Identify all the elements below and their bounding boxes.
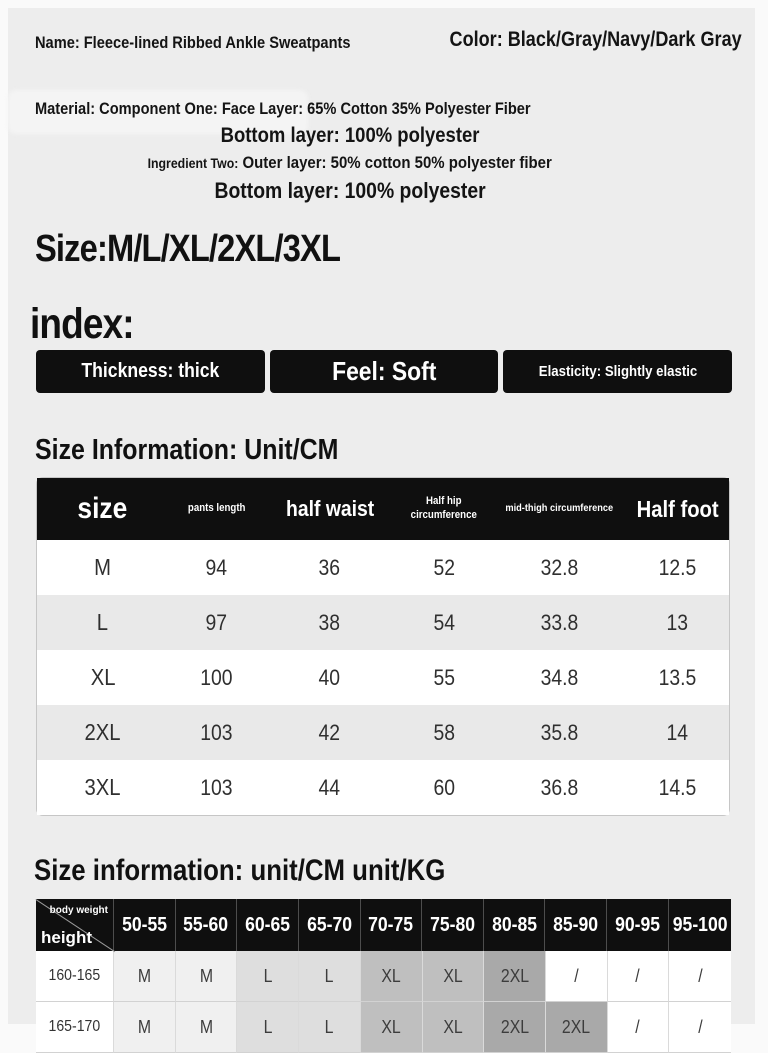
material-line-1 [35, 96, 700, 122]
weight-table-row [36, 951, 731, 1002]
material-line-3-label [148, 150, 552, 176]
material-info [0, 96, 700, 206]
size-table-cell-label: 97 [205, 609, 227, 635]
size-table-col-header-label: Half hip circumference [411, 495, 478, 521]
height-range-cell-label: 165-170 [48, 1018, 101, 1035]
size-table-cell [395, 540, 493, 595]
size-table-cell-label: 38 [318, 609, 341, 635]
weight-range-header [484, 899, 546, 951]
recommended-size-cell-label: L [263, 1016, 273, 1037]
size-table-cell-label: 35.8 [540, 719, 579, 745]
size-table-col-header-label: half waist [285, 496, 374, 522]
recommended-size-cell [484, 951, 546, 1002]
weight-table-heading-label: Size information: unit/CM unit/KG [34, 854, 446, 887]
size-options-heading [35, 228, 390, 271]
size-table-cell-label: 52 [433, 554, 455, 580]
size-table-cell-label: 58 [433, 719, 455, 745]
size-table-row [37, 760, 729, 815]
size-table-row [37, 595, 729, 650]
height-range-cell [36, 951, 114, 1002]
attribute-badges [36, 350, 732, 393]
weight-range-header [361, 899, 423, 951]
size-table-cell [626, 760, 729, 815]
weight-table-body [36, 951, 731, 1053]
recommended-size-cell-label: L [263, 965, 273, 986]
recommended-size-cell [484, 1002, 546, 1053]
size-table-col-header [395, 478, 493, 540]
recommended-size-cell-label: / [697, 1016, 703, 1037]
size-table-col-header-label: mid-thigh circumference [505, 502, 614, 515]
size-table-col-header [168, 478, 263, 540]
recommended-size-cell-label: 2XL [500, 965, 529, 986]
size-table-cell-label: 12.5 [658, 554, 697, 580]
weight-range-header [669, 899, 731, 951]
weight-range-header [607, 899, 669, 951]
size-table-cell-label: 44 [318, 774, 341, 800]
size-table-cell-label: 36.8 [540, 774, 579, 800]
size-table-col-header [493, 478, 626, 540]
material-line-4 [0, 176, 700, 206]
size-table-col-header-label: size [77, 492, 128, 526]
size-table-cell [264, 595, 395, 650]
size-table-col-header-label: Half foot [636, 495, 719, 522]
material-line-3-text: Outer layer: 50% cotton 50% polyester fiber [242, 153, 553, 172]
size-table-cell [395, 760, 493, 815]
size-table-cell [493, 705, 626, 760]
size-table-cell [395, 595, 493, 650]
weight-range-header-label: 50-55 [121, 913, 167, 936]
recommended-size-cell-label: / [635, 965, 641, 986]
size-table-cell [168, 705, 263, 760]
recommended-size-cell [361, 951, 423, 1002]
size-table-cell [168, 595, 263, 650]
size-table-cell [395, 705, 493, 760]
recommended-size-cell [669, 951, 731, 1002]
height-range-cell-label: 160-165 [48, 967, 101, 984]
size-table-cell-label: 13.5 [658, 664, 697, 690]
weight-range-header [422, 899, 484, 951]
recommended-size-cell-label: / [697, 965, 703, 986]
recommended-size-cell-label: XL [443, 1016, 463, 1037]
badge-thickness-label: Thickness: thick [81, 360, 220, 382]
size-table-cell [37, 650, 168, 705]
material-line-4-label: Bottom layer: 100% polyester [214, 178, 486, 203]
size-options-label: Size:M/L/XL/2XL/3XL [35, 228, 341, 270]
recommended-size-cell [608, 1002, 670, 1053]
recommended-size-cell-label: M [199, 965, 213, 986]
weight-range-header-label: 60-65 [245, 913, 291, 936]
recommended-size-cell [546, 951, 608, 1002]
size-table-cell [264, 760, 395, 815]
weight-range-header [237, 899, 299, 951]
recommended-size-cell [299, 951, 361, 1002]
recommended-size-cell-label: 2XL [562, 1016, 591, 1037]
recommended-size-cell-label: L [325, 1016, 334, 1037]
recommended-size-cell [237, 951, 299, 1002]
weight-range-header-label: 95-100 [672, 913, 728, 936]
recommended-size-cell [669, 1002, 731, 1053]
size-table-cell-label: 2XL [84, 719, 121, 745]
weight-range-header-label: 70-75 [368, 913, 414, 936]
weight-range-header-label: 85-90 [553, 913, 599, 936]
weight-range-header [114, 899, 176, 951]
size-table-cell-label: 14 [666, 719, 689, 745]
weight-range-header-label: 75-80 [429, 913, 475, 936]
size-table-cell-label: 40 [318, 664, 341, 690]
size-table-col-header-label: pants length [187, 502, 245, 515]
recommended-size-cell-label: M [137, 965, 151, 986]
size-table-cell [493, 540, 626, 595]
recommended-size-cell-label: M [199, 1016, 213, 1037]
weight-table-header-row [36, 899, 731, 951]
recommended-size-cell [176, 951, 238, 1002]
size-table-cell-label: 54 [433, 609, 455, 635]
size-table-cell [493, 650, 626, 705]
material-line-3 [0, 150, 700, 176]
size-table-cell-label: 32.8 [540, 554, 579, 580]
size-table-col-header [264, 478, 395, 540]
size-table-cell [626, 705, 729, 760]
recommended-size-cell-label: XL [381, 965, 401, 986]
size-table-cell-label: 13 [666, 609, 689, 635]
size-table-cell [493, 595, 626, 650]
size-table-body [37, 540, 729, 815]
size-table-cell [264, 540, 395, 595]
badge-elasticity [503, 350, 732, 393]
size-table-cell-label: XL [90, 664, 116, 690]
recommended-size-cell-label: XL [381, 1016, 401, 1037]
recommended-size-cell [114, 1002, 176, 1053]
material-line-1-label: Material: Component One: Face Layer: 65% Cotton 35% Polyester Fiber [35, 99, 531, 118]
recommended-size-cell [423, 951, 485, 1002]
size-table-heading-label: Size Information: Unit/CM [35, 434, 339, 466]
size-table-cell [37, 595, 168, 650]
size-table-row [37, 540, 729, 595]
index-heading-label: index: [30, 300, 134, 348]
weight-range-header [545, 899, 607, 951]
badge-feel-label: Feel: Soft [331, 356, 437, 386]
size-table [36, 477, 730, 816]
height-range-cell [36, 1002, 114, 1053]
size-table-cell [37, 705, 168, 760]
size-table-cell-label: 3XL [84, 774, 121, 800]
recommended-size-cell [237, 1002, 299, 1053]
recommended-size-cell-label: M [137, 1016, 151, 1037]
size-table-cell [168, 540, 263, 595]
recommended-size-cell [361, 1002, 423, 1053]
weight-range-header [299, 899, 361, 951]
size-table-cell-label: 100 [200, 664, 233, 690]
size-table-cell [395, 650, 493, 705]
index-heading [30, 300, 151, 349]
recommended-size-cell-label: / [574, 965, 579, 986]
weight-range-header-label: 65-70 [306, 913, 352, 936]
size-table-cell-label: 36 [318, 554, 341, 580]
recommended-size-cell [114, 951, 176, 1002]
recommended-size-cell [423, 1002, 485, 1053]
recommended-size-cell [176, 1002, 238, 1053]
size-table-cell [37, 540, 168, 595]
weight-range-header-label: 55-60 [183, 913, 229, 936]
size-table-col-header [37, 478, 168, 540]
size-table-cell [626, 595, 729, 650]
size-table-cell-label: 103 [200, 774, 233, 800]
size-table-cell [264, 705, 395, 760]
weight-table-corner-cell [36, 899, 114, 951]
material-line-3-prefix: Ingredient Two: [147, 155, 239, 171]
corner-height-label: height [41, 928, 92, 947]
weight-range-header [176, 899, 238, 951]
weight-range-header-label: 90-95 [614, 913, 660, 936]
size-table-cell [264, 650, 395, 705]
size-table-header-row [37, 478, 729, 540]
recommended-size-cell [608, 951, 670, 1002]
material-line-2 [0, 122, 700, 150]
product-name [35, 28, 402, 53]
size-table-heading [35, 434, 388, 467]
size-table-cell [37, 760, 168, 815]
weight-table-row [36, 1002, 731, 1053]
size-table-cell [493, 760, 626, 815]
size-table-cell-label: 33.8 [540, 609, 579, 635]
size-table-cell [168, 650, 263, 705]
size-table-row [37, 705, 729, 760]
size-table-cell-label: 94 [205, 554, 227, 580]
recommended-size-cell-label: / [635, 1016, 641, 1037]
weight-range-header-label: 80-85 [491, 913, 537, 936]
size-table-cell-label: 34.8 [540, 664, 579, 690]
size-table-cell-label: 55 [433, 664, 455, 690]
size-table-cell-label: M [94, 554, 112, 580]
product-header [35, 28, 742, 53]
size-table-cell [168, 760, 263, 815]
weight-table [36, 899, 731, 1053]
weight-table-heading [34, 854, 512, 888]
recommended-size-cell-label: L [325, 965, 334, 986]
product-name-label: Name: Fleece-lined Ribbed Ankle Sweatpants [35, 33, 351, 52]
material-line-2-label: Bottom layer: 100% polyester [220, 124, 480, 147]
badge-elasticity-label: Elasticity: Slightly elastic [538, 363, 697, 380]
badge-thickness [36, 350, 265, 393]
recommended-size-cell-label: 2XL [500, 1016, 529, 1037]
recommended-size-cell-label: XL [443, 965, 463, 986]
size-table-row [37, 650, 729, 705]
badge-feel [270, 350, 499, 393]
size-table-cell-label: 14.5 [658, 774, 697, 800]
recommended-size-cell [546, 1002, 608, 1053]
size-table-cell-label: L [97, 609, 109, 635]
size-table-cell-label: 103 [200, 719, 233, 745]
product-color-label: Color: Black/Gray/Navy/Dark Gray [449, 28, 742, 51]
size-table-cell [626, 650, 729, 705]
corner-body-weight-label: body weight [49, 905, 108, 916]
size-table-col-header [626, 478, 729, 540]
size-table-cell [626, 540, 729, 595]
size-table-cell-label: 42 [318, 719, 341, 745]
product-color [402, 28, 742, 52]
size-table-cell-label: 60 [433, 774, 455, 800]
recommended-size-cell [299, 1002, 361, 1053]
